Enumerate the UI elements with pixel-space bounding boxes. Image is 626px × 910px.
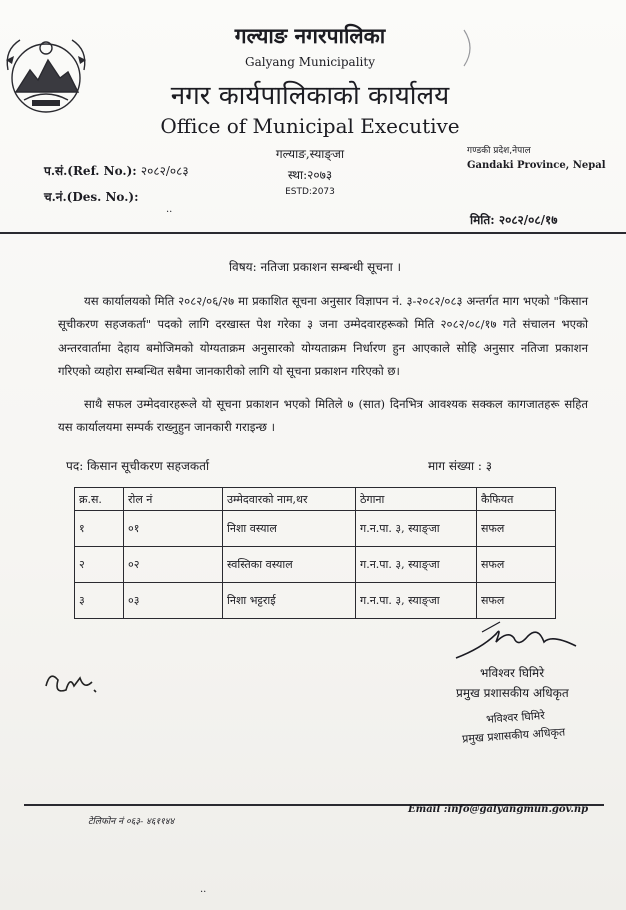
ref-label: प.सं.(Ref. No.):: [44, 164, 137, 178]
vacancy-count: माग संख्या : ३: [428, 459, 492, 473]
results-table: [74, 487, 556, 619]
cell-serial: १: [75, 511, 124, 547]
body-paragraph-2: साथै सफल उम्मेदवारहरूले यो सूचना प्रकाशन भएको मितिले ७ (सात) दिनभित्र आवश्यक सक्कल कागजातहरू सहित यस कार्यालयमा सम्पर्क राख्नुहुन जानकारी गराइन्छ ।: [58, 397, 588, 435]
cell-name: निशा भट्टराई: [223, 583, 356, 619]
notice-subject: विषय: नतिजा प्रकाशन सम्बन्धी सूचना ।: [228, 260, 402, 274]
footer-email: Email :info@galyangmun.gov.np: [408, 804, 589, 815]
signer-name: भविश्वर घिमिरे: [480, 666, 545, 680]
col-remarks: कैफियत: [477, 488, 556, 511]
col-serial: क्र.स.: [75, 488, 124, 511]
post-title: पद: किसान सूचीकरण सहजकर्ता: [66, 459, 210, 473]
stamp-title: प्रमुख प्रशासकीय अधिकृत: [461, 725, 566, 746]
cell-serial: २: [75, 547, 124, 583]
office-name-english: Office of Municipal Executive: [160, 114, 460, 138]
province-nepali: गण्डकी प्रदेश,नेपाल: [467, 146, 531, 156]
cell-remarks: सफल: [477, 583, 556, 619]
cell-remarks: सफल: [477, 511, 556, 547]
cell-address: ग.न.पा. ३, स्याङ्जा: [356, 511, 477, 547]
col-address: ठेगाना: [356, 488, 477, 511]
col-name: उम्मेदवारको नाम,थर: [223, 488, 356, 511]
established-nepali: स्था:२०७३: [287, 168, 333, 182]
header-divider: [0, 232, 626, 234]
cell-name: निशा वस्याल: [223, 511, 356, 547]
province-english: Gandaki Province, Nepal: [467, 160, 606, 171]
municipality-name-english: Galyang Municipality: [245, 55, 375, 69]
col-roll: रोल नं: [124, 488, 223, 511]
municipality-name-nepali: गल्याङ नगरपालिका: [234, 23, 386, 48]
table-row: [75, 511, 556, 547]
cell-remarks: सफल: [477, 547, 556, 583]
office-name-nepali: नगर कार्यपालिकाको कार्यालय: [170, 81, 450, 111]
ref-value: २०८२/०८३: [140, 164, 189, 178]
signer-title: प्रमुख प्रशासकीय अधिकृत: [456, 686, 569, 700]
stamp-name: भविश्वर घिमिरे: [485, 708, 546, 727]
cell-address: ग.न.पा. ३, स्याङ्जा: [356, 583, 477, 619]
cell-roll: ०१: [124, 511, 223, 547]
body-paragraph-1: यस कार्यालयको मिति २०८२/०६/२७ मा प्रकाशित सूचना अनुसार विज्ञापन नं. ३-२०८२/०८३ अन्तर्गत माग भएको "किसान सूचीकरण सहजकर्ता" पदको लागि दरखास्त पेश गरेका ३ जना उम्मेदवारहरूको मिति २०८२/०८/१७ गते संचालन भएको अन्तरवार्तामा देहाय बमोजिमको योग्यताक्रम अनुसारको योग्यताक्रम निर्धारण हुन आएकाले सोहि अनुसार नतिजा प्रकाशन गरिएको व्यहोरा सम्बन्धित सबैमा जानकारीको लागि यो सूचना प्रकाशन गरिएको छ।: [58, 294, 588, 379]
footer-marks: ..: [200, 884, 207, 895]
officer-signature-icon: [452, 612, 582, 672]
cell-name: स्वस्तिका वस्याल: [223, 547, 356, 583]
notice-date: मिति: २०८२/०८/१७: [470, 213, 558, 227]
cell-serial: ३: [75, 583, 124, 619]
header-marks: ..: [166, 204, 173, 215]
office-address: गल्याङ,स्याङ्जा: [275, 147, 345, 161]
nepal-emblem-icon: [2, 30, 90, 120]
despatch-number-label: च.नं.(Des. No.):: [44, 190, 139, 204]
cell-roll: ०३: [124, 583, 223, 619]
established-english: ESTD:2073: [285, 187, 335, 197]
initials-signature-icon: [40, 660, 130, 706]
table-header-row: [75, 488, 556, 511]
footer-phone: टेलिफोन नं ०६३- ४६११४४: [88, 817, 175, 827]
cell-address: ग.न.पा. ३, स्याङ्जा: [356, 547, 477, 583]
reference-number: [44, 162, 189, 179]
cell-roll: ०२: [124, 547, 223, 583]
table-row: [75, 547, 556, 583]
